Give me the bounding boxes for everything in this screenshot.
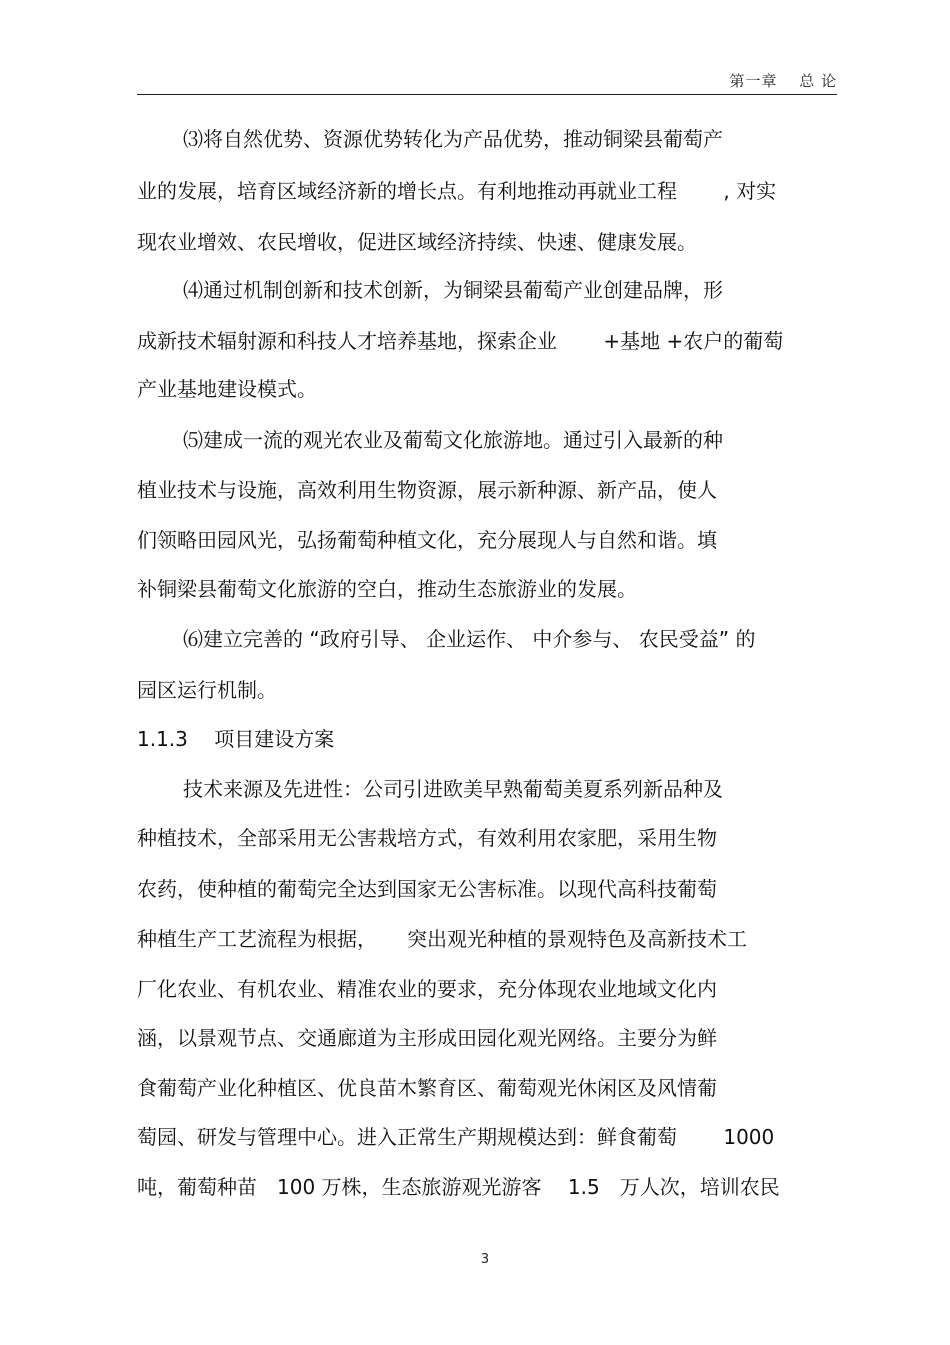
- body-text-line: 厂化农业、有机农业、精准农业的要求，充分体现农业地域文化内: [137, 977, 717, 1001]
- body-text-line: ⑷通过机制创新和技术创新，为铜梁县葡萄产业创建品牌，形: [183, 278, 723, 302]
- body-text-line: ⑸建成一流的观光农业及葡萄文化旅游地。通过引入最新的种: [183, 428, 723, 452]
- body-text-line: ⑹建立完善的 “政府引导、 企业运作、 中介参与、 农民受益” 的: [183, 627, 756, 651]
- body-text-line: 食葡萄产业化种植区、优良苗木繁育区、葡萄观光休闲区及风情葡: [137, 1076, 717, 1100]
- body-text-line: 吨，葡萄种苗 100 万株，生态旅游观光游客 1.5 万人次，培训农民: [137, 1175, 780, 1199]
- body-text-line: 种植生产工艺流程为根据， 突出观光种植的景观特色及高新技术工: [137, 927, 747, 951]
- body-text-line: ⑶将自然优势、资源优势转化为产品优势，推动铜梁县葡萄产: [183, 127, 723, 151]
- body-text-line: 萄园、研发与管理中心。进入正常生产期规模达到：鲜食葡萄 1000: [137, 1125, 775, 1149]
- body-text-line: 技术来源及先进性：公司引进欧美早熟葡萄美夏系列新品种及: [183, 777, 723, 801]
- body-text-line: 植业技术与设施，高效利用生物资源，展示新种源、新产品，使人: [137, 478, 717, 502]
- chapter-title: 第一章 总 论: [729, 72, 837, 90]
- body-text-line: 涵，以景观节点、交通廊道为主形成田园化观光网络。主要分为鲜: [137, 1026, 717, 1050]
- section-heading: 1.1.3 项目建设方案: [137, 727, 335, 751]
- page-header: [137, 68, 837, 95]
- body-text-line: 业的发展，培育区域经济新的增长点。有利地推动再就业工程 , 对实: [137, 179, 777, 203]
- body-text-line: 园区运行机制。: [137, 678, 277, 702]
- body-text-line: 们领略田园风光，弘扬葡萄种植文化，充分展现人与自然和谐。填: [137, 528, 717, 552]
- page-number: 3: [480, 1252, 490, 1267]
- body-text-line: 补铜梁县葡萄文化旅游的空白，推动生态旅游业的发展。: [137, 577, 637, 601]
- body-text-line: 现农业增效、农民增收，促进区域经济持续、快速、健康发展。: [137, 230, 697, 254]
- body-text-line: 产业基地建设模式。: [137, 377, 317, 401]
- body-text-line: 农药，使种植的葡萄完全达到国家无公害标准。以现代高科技葡萄: [137, 877, 717, 901]
- body-text-line: 种植技术，全部采用无公害栽培方式，有效利用农家肥，采用生物: [137, 826, 717, 850]
- body-text-line: 成新技术辐射源和科技人才培养基地，探索企业 +基地 +农户的葡萄: [137, 329, 784, 353]
